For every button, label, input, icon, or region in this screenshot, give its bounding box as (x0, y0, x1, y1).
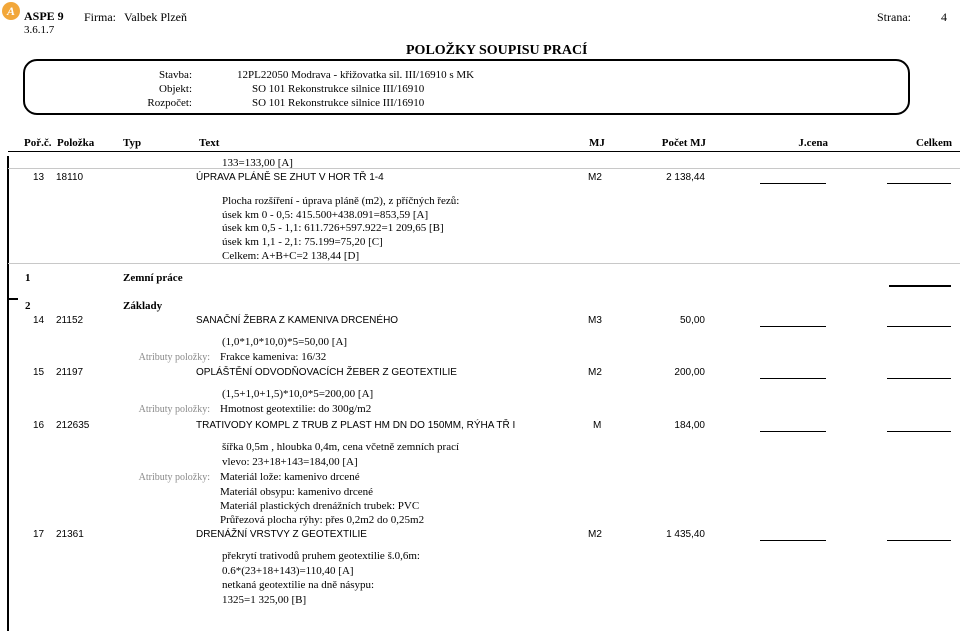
item-qty: 1 435,40 (666, 529, 705, 540)
calc-line: vlevo: 23+18+143=184,00 [A] (222, 456, 358, 468)
item-mj: M2 (588, 172, 602, 183)
calc-line: Celkem: A+B+C=2 138,44 [D] (222, 250, 360, 262)
unit-price-blank (760, 431, 826, 432)
calc-line: úsek km 0 - 0,5: 415.500+438.091=853,59 [A] (222, 209, 429, 221)
item-qty: 2 138,44 (666, 172, 705, 183)
total-price-blank (887, 540, 951, 541)
col-header-mj: MJ (589, 137, 605, 149)
page-title: POLOŽKY SOUPISU PRACÍ (406, 43, 588, 58)
attr-label: Atributy položky: (138, 404, 210, 415)
unit-price-blank (760, 326, 826, 327)
item-mj: M2 (588, 367, 602, 378)
attr-value: Průřezová plocha rýhy: přes 0,2m2 do 0,25m2 (220, 514, 425, 526)
calc-line: 1325=1 325,00 [B] (222, 594, 307, 606)
col-header-polozka: Položka (57, 137, 95, 149)
item-code: 21197 (56, 367, 84, 378)
total-price-blank (887, 326, 951, 327)
objekt-value: SO 101 Rekonstrukce silnice III/16910 (252, 83, 425, 95)
unit-price-blank (760, 540, 826, 541)
section-name: Zemní práce (123, 272, 183, 284)
total-price-blank (887, 431, 951, 432)
item-text: TRATIVODY KOMPL Z TRUB Z PLAST HM DN DO 150MM, RÝHA TŘ I (196, 420, 516, 431)
rozpocet-value: SO 101 Rekonstrukce silnice III/16910 (252, 97, 425, 109)
stavba-label: Stavba: (159, 69, 192, 81)
item-code: 21361 (56, 529, 84, 540)
attr-label: Atributy položky: (138, 472, 210, 483)
calc-line: (1,5+1,0+1,5)*10,0*5=200,00 [A] (222, 388, 374, 400)
attr-value: Hmotnost geotextilie: do 300g/m2 (220, 403, 372, 415)
item-text: OPLÁŠTĚNÍ ODVODŇOVACÍCH ŽEBER Z GEOTEXTILIE (196, 367, 457, 378)
calc-line: 0.6*(23+18+143)=110,40 [A] (222, 565, 354, 577)
attr-value: Frakce kameniva: 16/32 (220, 351, 327, 363)
item-code: 21152 (56, 315, 84, 326)
unit-price-blank (760, 183, 826, 184)
col-header-jcena: J.cena (798, 137, 828, 149)
col-header-por: Poř.č. (24, 137, 52, 149)
col-header-celkem: Celkem (915, 137, 952, 149)
company-label: Firma: (84, 10, 116, 24)
aspe-logo-icon: A (2, 2, 20, 20)
item-code: 18110 (56, 172, 84, 183)
item-text: SANAČNÍ ŽEBRA Z KAMENIVA DRCENÉHO (196, 315, 399, 326)
calc-line: netkaná geotextilie na dně násypu: (222, 579, 375, 591)
section-name: Základy (123, 300, 163, 312)
section-number: 1 (25, 272, 31, 284)
attr-value: Materiál lože: kamenivo drcené (220, 471, 360, 483)
item-no: 13 (33, 172, 45, 183)
row-divider (8, 168, 960, 169)
item-text: ÚPRAVA PLÁNĚ SE ZHUT V HOR TŘ 1-4 (196, 172, 384, 183)
item-mj: M2 (588, 529, 602, 540)
app-version: 3.6.1.7 (24, 24, 55, 36)
objekt-label: Objekt: (159, 83, 192, 95)
left-margin-bar (7, 156, 9, 631)
item-qty: 184,00 (674, 420, 705, 431)
page-label: Strana: (877, 10, 911, 24)
section-total-line (889, 285, 951, 287)
attr-value: Materiál plastických drenážních trubek: PVC (220, 500, 420, 512)
item-code: 212635 (56, 420, 90, 431)
col-header-pocet: Počet MJ (661, 137, 706, 149)
item-qty: 200,00 (674, 367, 705, 378)
unit-price-blank (760, 378, 826, 379)
calc-line: úsek km 0,5 - 1,1: 611.726+597.922=1 209,65 [B] (222, 222, 444, 234)
item-no: 16 (33, 420, 45, 431)
calc-line: (1,0*1,0*10,0)*5=50,00 [A] (222, 336, 348, 348)
total-price-blank (887, 378, 951, 379)
rozpocet-label: Rozpočet: (147, 97, 192, 109)
app-name: ASPE 9 (24, 9, 64, 23)
company-value: Valbek Plzeň (124, 10, 187, 24)
calc-line: šířka 0,5m , hloubka 0,4m, cena včetně zemních prací (222, 441, 460, 453)
section-start-tick (8, 298, 18, 300)
attr-label: Atributy položky: (138, 352, 210, 363)
attr-value: Materiál obsypu: kamenivo drcené (220, 486, 374, 498)
page-number: 4 (941, 10, 947, 24)
item-mj: M3 (588, 315, 602, 326)
item-text: DRENÁŽNÍ VRSTVY Z GEOTEXTILIE (196, 529, 367, 540)
item-no: 17 (33, 529, 45, 540)
total-price-blank (887, 183, 951, 184)
stavba-value: 12PL22050 Modrava - křižovatka sil. III/16910 s MK (237, 69, 475, 81)
item-mj: M (593, 420, 602, 431)
calc-line: překrytí trativodů pruhem geotextilie š.0,6m: (222, 550, 420, 562)
item-no: 15 (33, 367, 45, 378)
item-no: 14 (33, 315, 45, 326)
col-header-text: Text (199, 137, 220, 149)
col-header-typ: Typ (123, 137, 142, 149)
row-divider (8, 263, 960, 264)
calc-line: úsek km 1,1 - 2,1: 75.199=75,20 [C] (222, 236, 383, 248)
header-divider (8, 151, 960, 152)
calc-line: Plocha rozšíření - úprava pláně (m2), z příčných řezů: (222, 195, 460, 207)
item-qty: 50,00 (679, 315, 705, 326)
prev-calc-line: 133=133,00 [A] (222, 157, 293, 169)
section-number: 2 (25, 300, 31, 312)
